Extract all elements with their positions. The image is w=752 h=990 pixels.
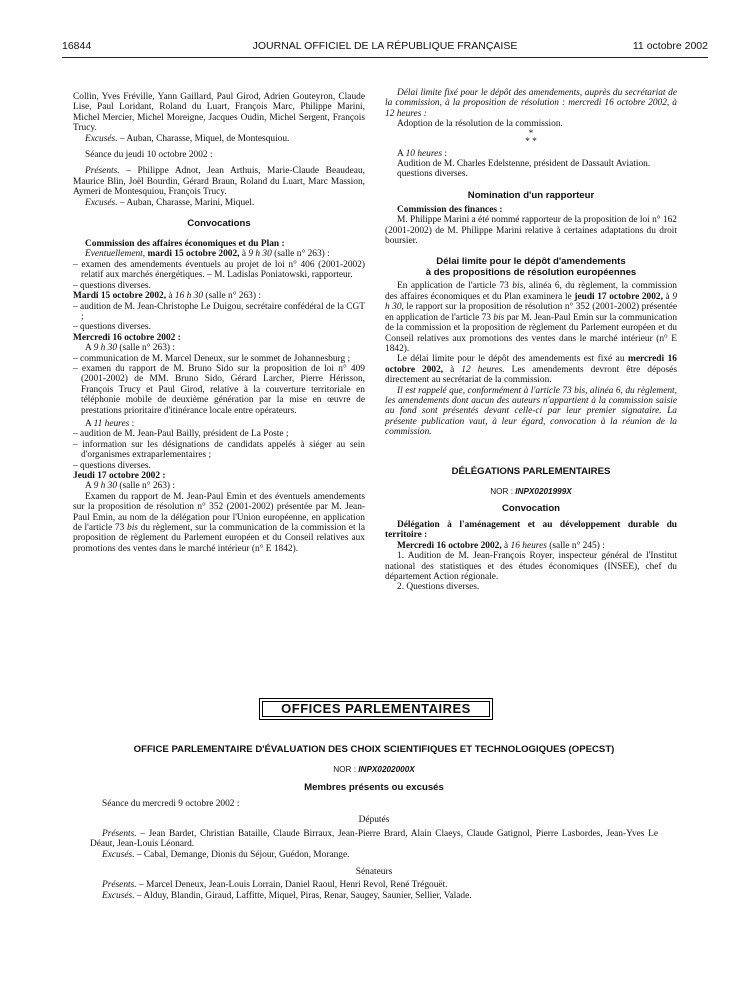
delai-title-1: Délai limite pour le dépôt d'amendements (436, 256, 626, 268)
header-rule (62, 57, 708, 58)
membres-title: Membres présents ou excusés (304, 781, 444, 793)
excuses-line: Excusés. – Auban, Charasse, Miquel, de Montesquiou. (85, 133, 290, 144)
agenda-item: – communication de M. Marcel Deneux, sur le sommet de Johannesburg ; (73, 353, 351, 364)
convocations-title: Convocations (187, 218, 251, 230)
agenda-item: – audition de M. Jean-Christophe Le Duigou, secrétaire confédéral de la CGT ; (73, 301, 365, 322)
jeudi-line: Jeudi 17 octobre 2002 : (73, 471, 166, 481)
delai-title-2: à des propositions de résolution européennes (425, 267, 637, 279)
adoption-line: Adoption de la résolution de la commission. (397, 119, 563, 130)
excuses-line-2: Excusés. – Auban, Charasse, Marini, Miquel. (85, 197, 255, 208)
agenda-item: – questions diverses. (73, 460, 151, 471)
separator-star: * (528, 128, 534, 139)
questions-diverses: questions diverses. (397, 169, 468, 180)
opecst-section (90, 744, 658, 901)
senateurs-heading: Sénateurs (355, 866, 393, 877)
nor-reference: NOR : INPX0202000X (333, 765, 415, 774)
senateurs-excuses: Excusés. – Alduy, Blandin, Giraud, Laffitte, Miquel, Piras, Renar, Saugey, Saunier, Sellier, Valade. (102, 890, 472, 901)
nomination-title: Nomination d'un rapporteur (467, 189, 595, 201)
delai-paragraph-1: En application de l'article 73 bis, alinéa 6, du règlement, la commission des affaires économiques et du Plan examinera le jeudi 17 octobre 2002, à 9 h 30, le rapport sur la proposition de résolution n° 352 (2001-2002) présentée en application de l'article 73 bis par M. Jean-Paul Emin sur la communication de la commission et la proposition de règlement du Parlement européen et du Conseil relatives aux promotions des ventes dans le marché intérieur (n° E 1842). (385, 281, 678, 354)
delai-paragraph-3: Il est rappelé que, conformément à l'article 73 bis, alinéa 6, du règlement, les amendements dont aucun des auteurs n'appartient à la commission saisie au fond sont présentés devant celle-ci par leur premier signataire. La présente publication vaut, à leur égard, convocation à la réunion de la commission. (385, 385, 677, 438)
delegation-date-line: Mercredi 16 octobre 2002, à 16 heures (salle n° 245) : (397, 540, 605, 551)
offices-title: OFFICES PARLEMENTAIRES (262, 701, 490, 717)
deputes-heading: Députés (358, 815, 390, 826)
mercredi-time-1: A 9 h 30 (salle n° 263) : (85, 343, 175, 354)
offices-box (259, 698, 493, 720)
delai-intro: Délai limite fixé pour le dépôt des amendements, auprès du secrétariat de la commission, à la proposition de résolution : mercredi 16 octobre 2002, à 12 heures : (385, 88, 677, 119)
left-column (73, 92, 365, 554)
agenda-item: – examen du rapport de M. Bruno Sido sur la proposition de loi n° 409 (2001-2002) de MM. Bruno Sido, Gérard Larcher, Pierre Hérisson, François Trucy et Paul Girod, relative à la couverture territoriale en téléphonie mobile de deuxième génération par la mise en œuvre de prestations prioritaire d'itinérance locale entre opérateurs. (73, 363, 365, 416)
seance-jeudi: Séance du jeudi 10 octobre 2002 : (85, 150, 213, 161)
a10-line: A 10 heures : (397, 148, 447, 159)
commission-finances: Commission des finances : (397, 204, 503, 215)
member-names: Collin, Yves Fréville, Yann Gaillard, Paul Girod, Adrien Gouteyron, Claude Lise, Paul Loridant, Roland du Luart, François Marc, Philippe Marini, Michel Mercier, Michel Moreigne, Jacques Oudin, Michel Sergent, François Trucy. (73, 92, 365, 134)
jeudi-time: A 9 h 30 (salle n° 263) : (85, 481, 175, 492)
agenda-item: – questions diverses. (73, 322, 151, 333)
agenda-item: – audition de M. Jean-Paul Bailly, président de La Poste ; (73, 429, 289, 440)
issue-date: 11 octobre 2002 (632, 40, 708, 52)
agenda-item: – information sur les désignations de candidats appelés à siéger au sein d'organismes extraparlementaires ; (73, 439, 365, 461)
senateurs-presents: Présents. – Marcel Deneux, Jean-Louis Lorrain, Daniel Raoul, Henri Revol, René Trégouët. (102, 880, 448, 891)
agenda-item: 1. Audition de M. Jean-François Royer, inspecteur général de l'Institut national des statistiques et des études économiques (INSEE), chef du département Action régionale. (385, 551, 677, 582)
right-column (385, 88, 677, 593)
mercredi-line: Mercredi 16 octobre 2002 : (73, 332, 181, 343)
nor-reference: NOR : INPX0201999X (490, 486, 572, 496)
agenda-item: 2. Questions diverses. (397, 582, 480, 593)
commission-title: Commission des affaires économiques et du Plan : (85, 239, 285, 250)
agenda-item: – questions diverses. (73, 280, 151, 291)
jeudi-text: Examen du rapport de M. Jean-Paul Emin et des éventuels amendements sur la proposition de résolution n° 352 (2001-2002) présentée par M. Jean-Paul Emin, au nom de la délégation pour l'Union européenne, en application de l'article 73 bis du règlement, sur la communication de la commission et la proposition de règlement du Parlement européen et du Conseil relatives aux promotions des ventes dans le marché intérieur (n° E 1842). (73, 491, 366, 554)
seance-line: Séance du mercredi 9 octobre 2002 : (102, 798, 240, 809)
nomination-text: M. Philippe Marini a été nommé rapporteur de la proposition de loi n° 162 (2001-2002) de M. Philippe Marini relative à certaines adaptations du droit boursier. (385, 215, 677, 247)
journal-title: JOURNAL OFFICIEL DE LA RÉPUBLIQUE FRANÇAISE (252, 40, 518, 52)
agenda-item: – examen des amendements éventuels au projet de loi n° 406 (2001-2002) relatif aux marchés énergétiques. – M. Ladislas Poniatowski, rapporteur. (73, 259, 365, 281)
deputes-presents: Présents. – Jean Bardet, Christian Bataille, Claude Birraux, Jean-Pierre Brard, Alain Claeys, Claude Gatignol, Pierre Lasbordes, Jean-Yves Le Déaut, Jean-Louis Léonard. (90, 828, 658, 850)
eventuellement-line: Eventuellement, mardi 15 octobre 2002, à 9 h 30 (salle n° 263) : (85, 249, 330, 260)
convocation-title: Convocation (501, 502, 561, 514)
presents-line: Présents. – Philippe Adnot, Jean Arthuis, Marie-Claude Beaudeau, Maurice Blin, Joël Bourdin, Gérard Braun, Roland du Luart, Marc Massion, Aymeri de Montesquiou, François Trucy. (73, 166, 365, 198)
delegations-title: DÉLÉGATIONS PARLEMENTAIRES (451, 465, 611, 477)
mercredi-time-2: A 11 heures : (85, 418, 135, 429)
opecst-title: OFFICE PARLEMENTAIRE D'ÉVALUATION DES CHOIX SCIENTIFIQUES ET TECHNOLOGIQUES (OPECST) (133, 744, 615, 755)
deputes-excuses: Excusés. – Cabal, Demange, Dionis du Séjour, Guédon, Morange. (102, 849, 350, 860)
mardi-line: Mardi 15 octobre 2002, à 16 h 30 (salle n° 263) : (73, 291, 261, 302)
delai-paragraph-2: Le délai limite pour le dépôt des amendements est fixé au mercredi 16 octobre 2002, à 12 heures. Les amendements devront être déposés directement au secrétariat de la commission. (385, 354, 677, 386)
audition-edelstenne: Audition de M. Charles Edelstenne, président de Dassault Aviation. (397, 159, 651, 170)
page-header (62, 40, 708, 56)
page-number: 16844 (62, 40, 92, 52)
separator-stars: * * (525, 136, 537, 147)
delegation-title: Délégation à l'aménagement et au développement durable du territoire : (385, 519, 677, 541)
